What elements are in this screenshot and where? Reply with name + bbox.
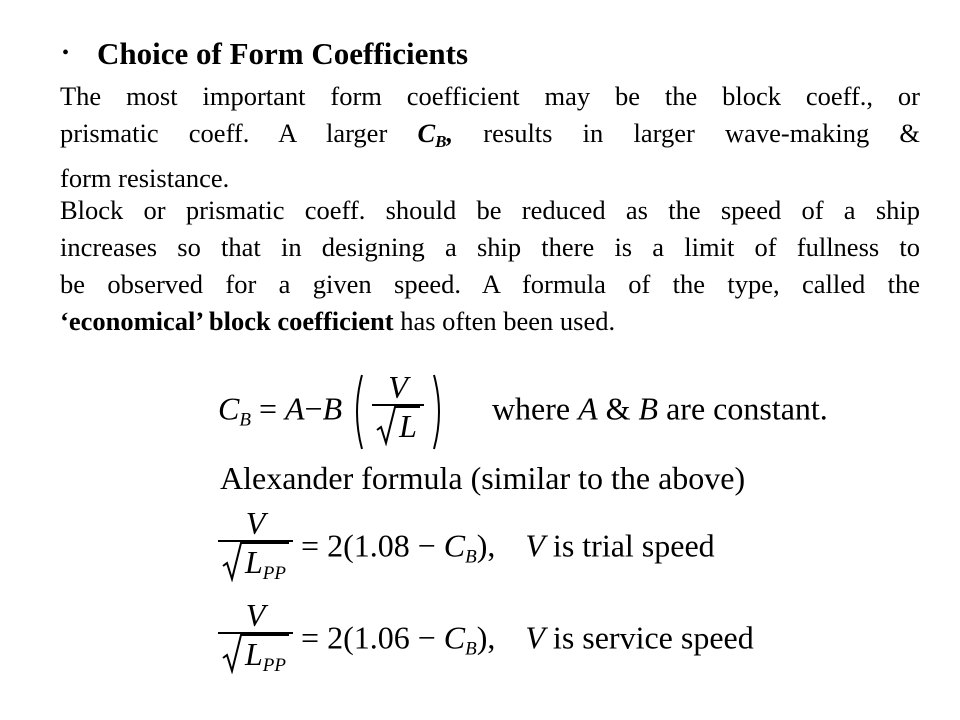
heading-title: Choice of Form Coefficients: [97, 36, 469, 71]
bullet-icon: •: [62, 42, 70, 64]
economical-coefficient-term: ‘economical’ block coefficient: [60, 306, 394, 336]
sqrt-icon: [222, 634, 242, 674]
fraction-v-over-sqrt-l: $\frac{V}{L}$: [372, 370, 424, 454]
paragraph-form-coefficient: [60, 78, 920, 197]
formula-trial-speed: $\frac{V}{L_{PP}}$ = $2(1.08 - C_B)$, V is trial speed: [218, 506, 715, 592]
para2-line4: ‘economical’ block coefficient has often been used.: [60, 306, 616, 336]
formula-service-speed: $\frac{V}{L_{PP}}$ = $2(1.06 - C_B)$, V is service speed: [218, 598, 754, 684]
left-paren-icon: [350, 373, 364, 451]
alexander-formula-label: Alexander formula (similar to the above): [220, 460, 746, 496]
formula-economical-block-coefficient: $C_B = A-B$ $\frac{V}{L}$ where A & B are constant.: [218, 370, 828, 454]
para2-line1: Block or prismatic coeff. should be reduced as the speed of a ship: [60, 195, 920, 225]
para1-line2: prismatic coeff. A larger $C_B$, results in larger wave-making &: [60, 118, 920, 151]
fraction-v-over-sqrt-lpp: $\frac{V}{L_{PP}}$: [218, 598, 293, 684]
para2-line2: increases so that in designing a ship there is a limit of fullness to: [60, 232, 920, 262]
cb-symbol: $C_B$,: [417, 118, 454, 151]
paragraph-block-coefficient: [60, 192, 920, 340]
right-paren-icon: [432, 373, 446, 451]
fraction-v-over-sqrt-lpp: $\frac{V}{L_{PP}}$: [218, 506, 293, 592]
sqrt-icon: [222, 542, 242, 582]
para1-line3: form resistance.: [60, 163, 230, 193]
sqrt-icon: [376, 406, 396, 446]
para2-line3: be observed for a given speed. A formula of the type, called the: [60, 269, 920, 299]
para1-line1: The most important form coefficient may be the block coeff., or: [60, 81, 920, 111]
slide-heading: [62, 34, 468, 78]
formula1-note: where A & B are constant.: [491, 390, 828, 427]
